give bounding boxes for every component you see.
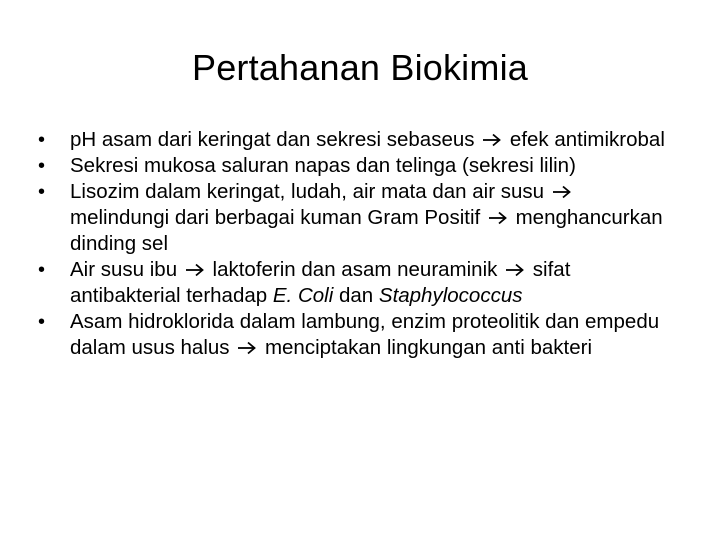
bullet-item-lisozim — [38, 179, 678, 257]
bullet-text: menciptakan lingkungan anti bakteri — [264, 336, 593, 359]
bullet-dot: • — [38, 129, 46, 151]
bullet-text: Air susu ibu — [70, 258, 178, 281]
bullet-text: menghancurkan dinding sel — [70, 206, 663, 255]
right-arrow-icon — [551, 185, 573, 199]
right-arrow-icon — [184, 263, 206, 277]
bullet-item-air-susu — [38, 257, 678, 309]
bullet-item-ph — [38, 127, 678, 153]
bullet-dot: • — [38, 311, 46, 333]
right-arrow-icon — [481, 133, 503, 147]
slide-title: Pertahanan Biokimia — [192, 47, 528, 88]
bullet-dot: • — [38, 259, 46, 281]
bullet-text: sifat antibakterial terhadap — [70, 258, 571, 307]
bullet-item-asam-hidroklorida — [38, 309, 678, 361]
bullet-text: Sekresi mukosa saluran napas dan telinga (sekresi lilin) — [70, 154, 576, 177]
species-name-ecoli: E. Coli — [272, 284, 334, 307]
right-arrow-icon — [487, 211, 509, 225]
bullet-text: Lisozim dalam keringat, ludah, air mata dan air susu — [70, 180, 545, 203]
bullet-dot: • — [38, 181, 46, 203]
right-arrow-icon — [236, 341, 258, 355]
bullet-text: dan — [338, 284, 374, 307]
bullet-dot: • — [38, 155, 46, 177]
bullet-text: laktoferin dan asam neuraminik — [212, 258, 498, 281]
right-arrow-icon — [504, 263, 526, 277]
bullet-text: Asam hidroklorida dalam lambung, enzim proteolitik dan empedu dalam usus halus — [70, 310, 660, 359]
bullet-text: melindungi dari berbagai kuman Gram Positif — [70, 206, 481, 229]
bullet-text: efek antimikrobal — [509, 128, 665, 151]
bullet-item-mukosa — [38, 153, 678, 179]
species-name-staphylococcus: Staphylococcus — [378, 284, 523, 307]
bullet-list — [38, 127, 678, 361]
bullet-text: pH asam dari keringat dan sekresi sebaseus — [70, 128, 475, 151]
